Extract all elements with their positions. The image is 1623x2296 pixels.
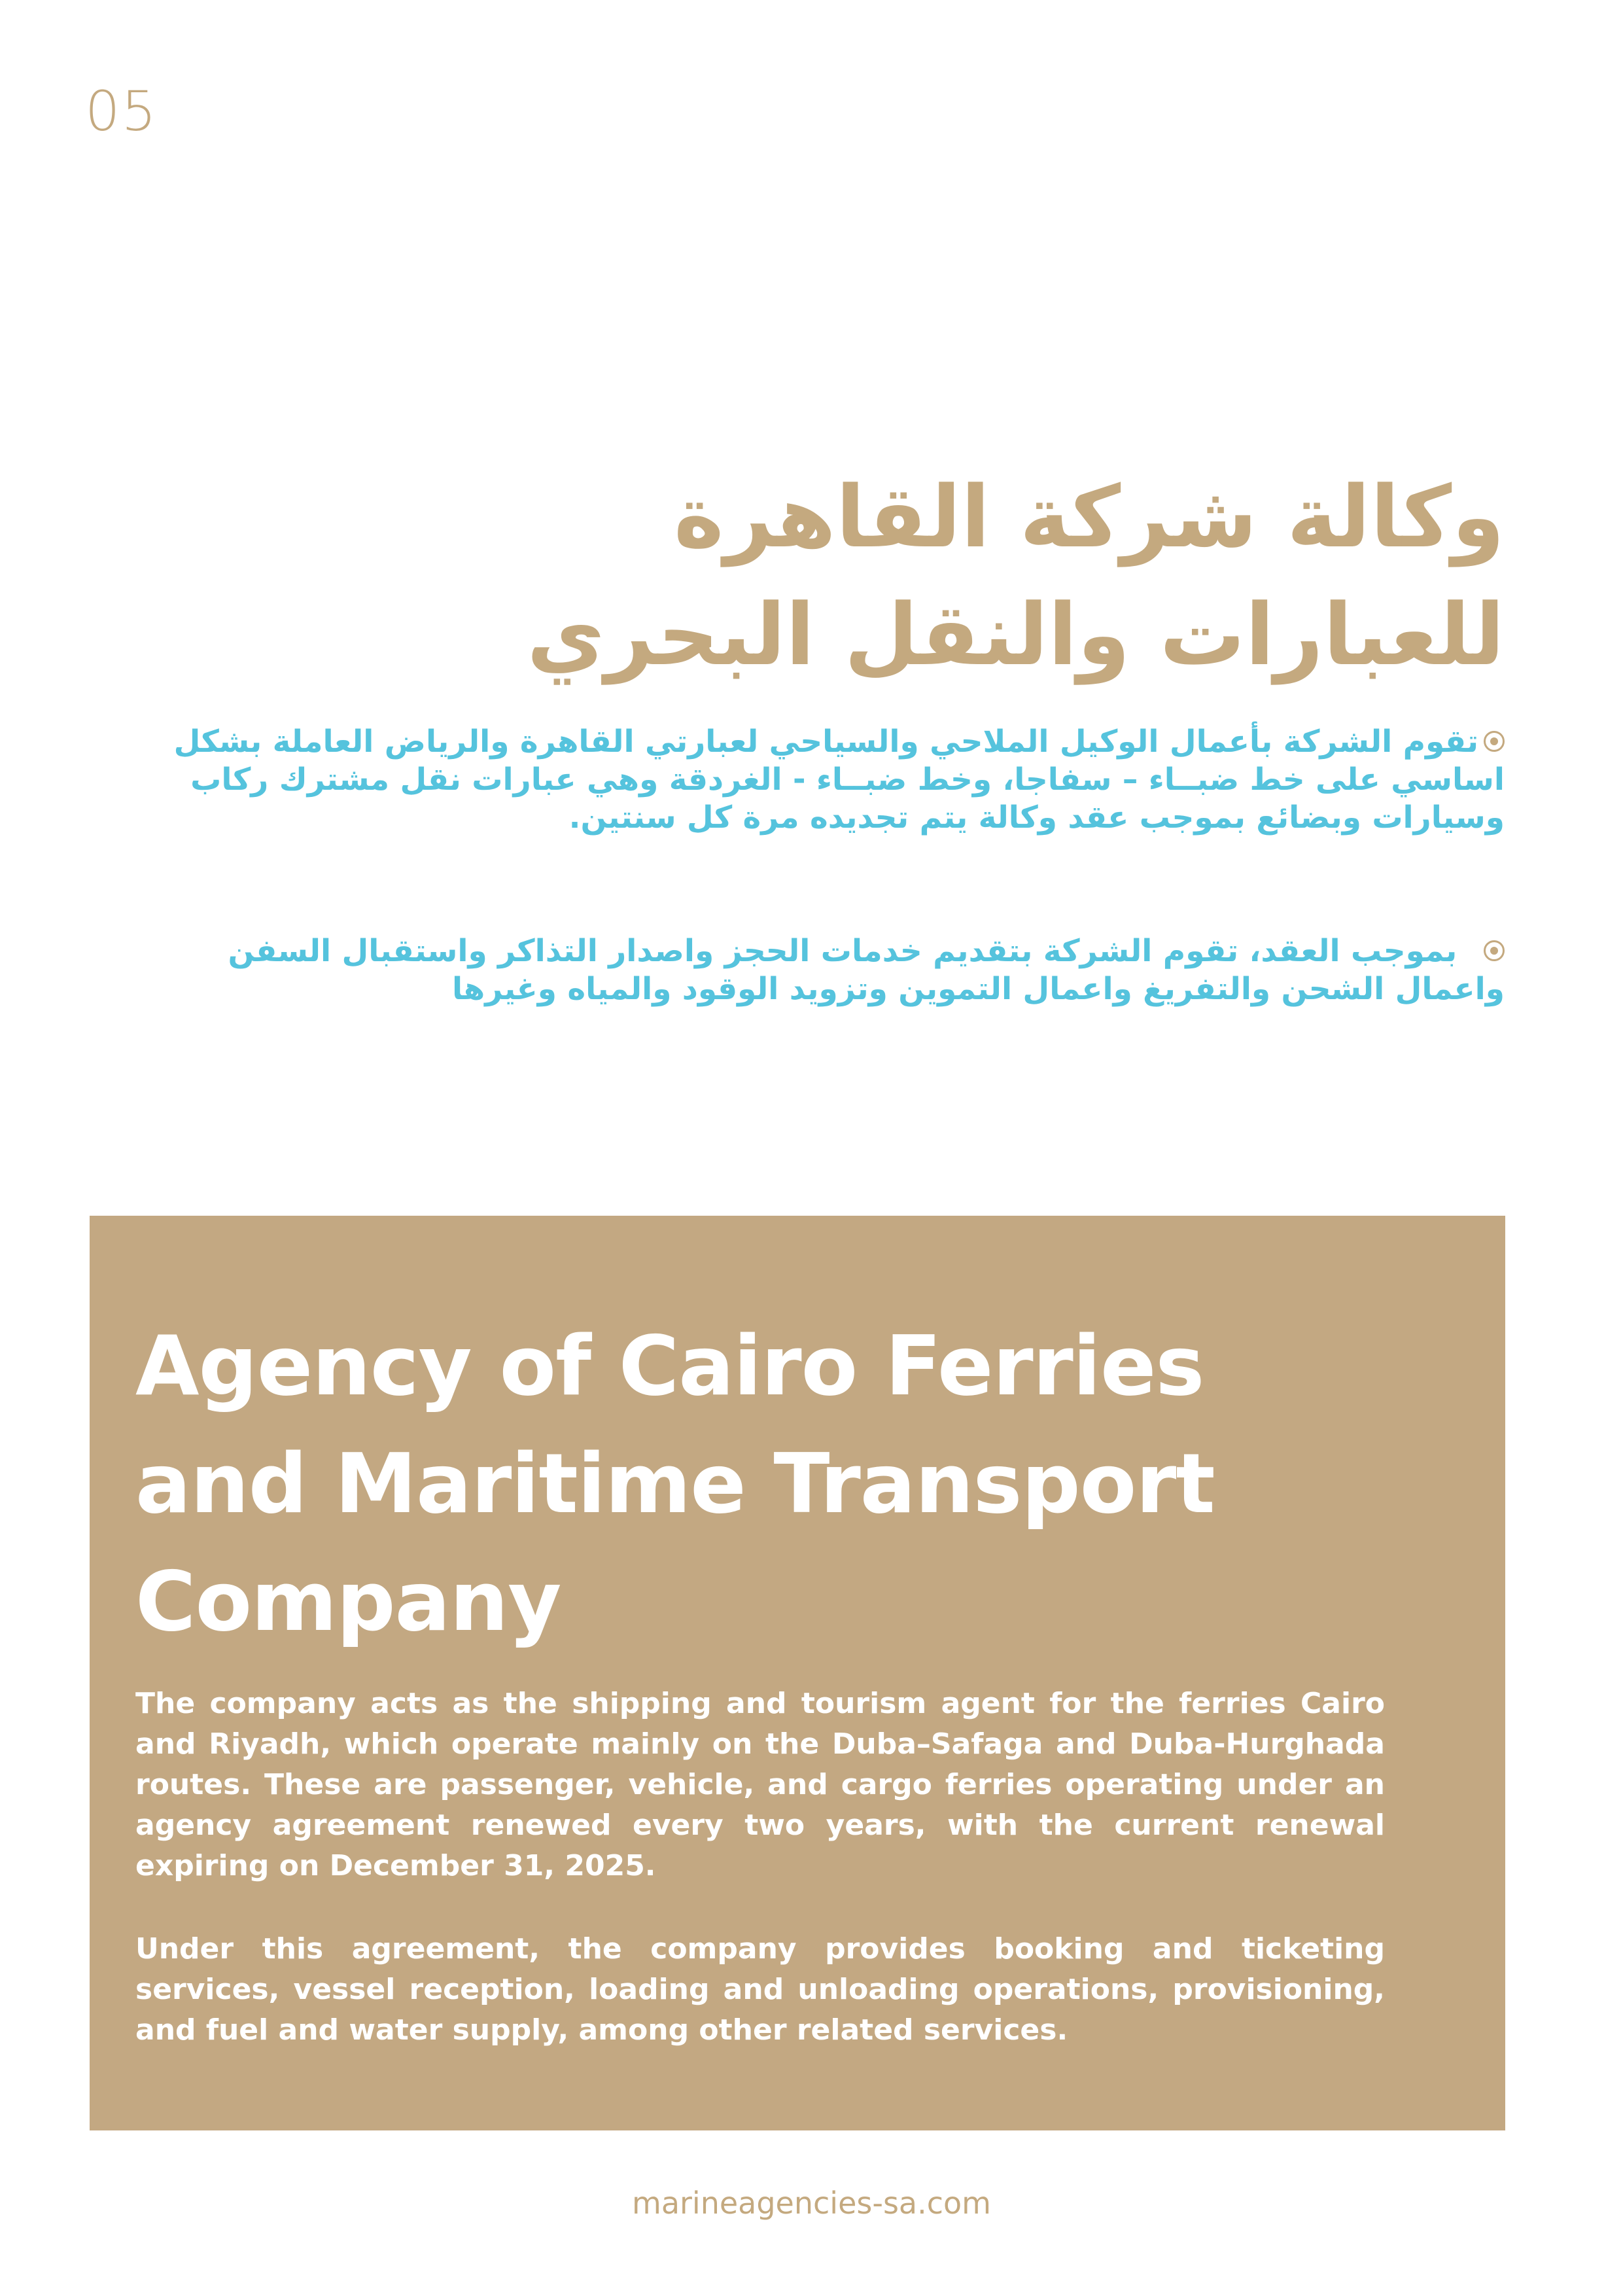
arabic-paragraph-line <box>173 723 1505 761</box>
arabic-title <box>527 458 1505 694</box>
english-title-line: Agency of Cairo Ferries <box>135 1318 1204 1414</box>
english-title-line: Company <box>135 1553 561 1650</box>
brand-bullet-icon <box>1484 940 1505 961</box>
arabic-title-line: للعبارات والنقل البحري <box>527 585 1505 684</box>
arabic-paragraph-text: بموجب العقد، تقوم الشركة بتقديم خدمات الحجز واصدار التذاكر واستقبال السفن <box>228 933 1457 969</box>
arabic-paragraph-line: اساسي على خط ضبــاء – سفاجا، وخط ضبــاء - الغردقة وهي عبارات نقل مشترك ركاب <box>190 762 1505 798</box>
english-paragraph-2: Under this agreement, the company provides booking and ticketing services, vessel reception, loading and unloading operations, provisioning, and fuel and water supply, among other related services. <box>135 1932 1385 2047</box>
brand-bullet-icon <box>1484 731 1505 752</box>
arabic-paragraph-1 <box>173 723 1505 837</box>
arabic-title-line: وكالة شركة القاهرة <box>673 467 1505 567</box>
arabic-paragraph-line: واعمال الشحن والتفريغ واعمال التموين وتزويد الوقود والمياه وغيرها <box>452 971 1505 1007</box>
english-paragraph-1: The company acts as the shipping and tourism agent for the ferries Cairo and Riyadh, which operate mainly on the Duba–Safaga and Duba-Hurghada routes. These are passenger, vehicle, and cargo ferries operating under an agency agreement renewed every two years, with the current renewal expiring on December 31, 2025. <box>135 1687 1385 1882</box>
english-section-box <box>90 1216 1505 2130</box>
arabic-paragraph-2 <box>228 932 1505 1008</box>
arabic-paragraph-line: وسيارات وبضائع بموجب عقد وكالة يتم تجديده مرة كل سنتين. <box>568 800 1505 836</box>
footer-website: marineagencies-sa.com <box>632 2185 991 2221</box>
english-title <box>135 1307 1444 1661</box>
english-title-line: and Maritime Transport <box>135 1436 1215 1532</box>
arabic-paragraph-text: تقوم الشركة بأعمال الوكيل الملاحي والسياحي لعبارتي القاهرة والرياض العاملة بشكل <box>173 724 1478 760</box>
arabic-paragraph-line <box>228 932 1505 970</box>
page-number: 05 <box>85 79 158 143</box>
